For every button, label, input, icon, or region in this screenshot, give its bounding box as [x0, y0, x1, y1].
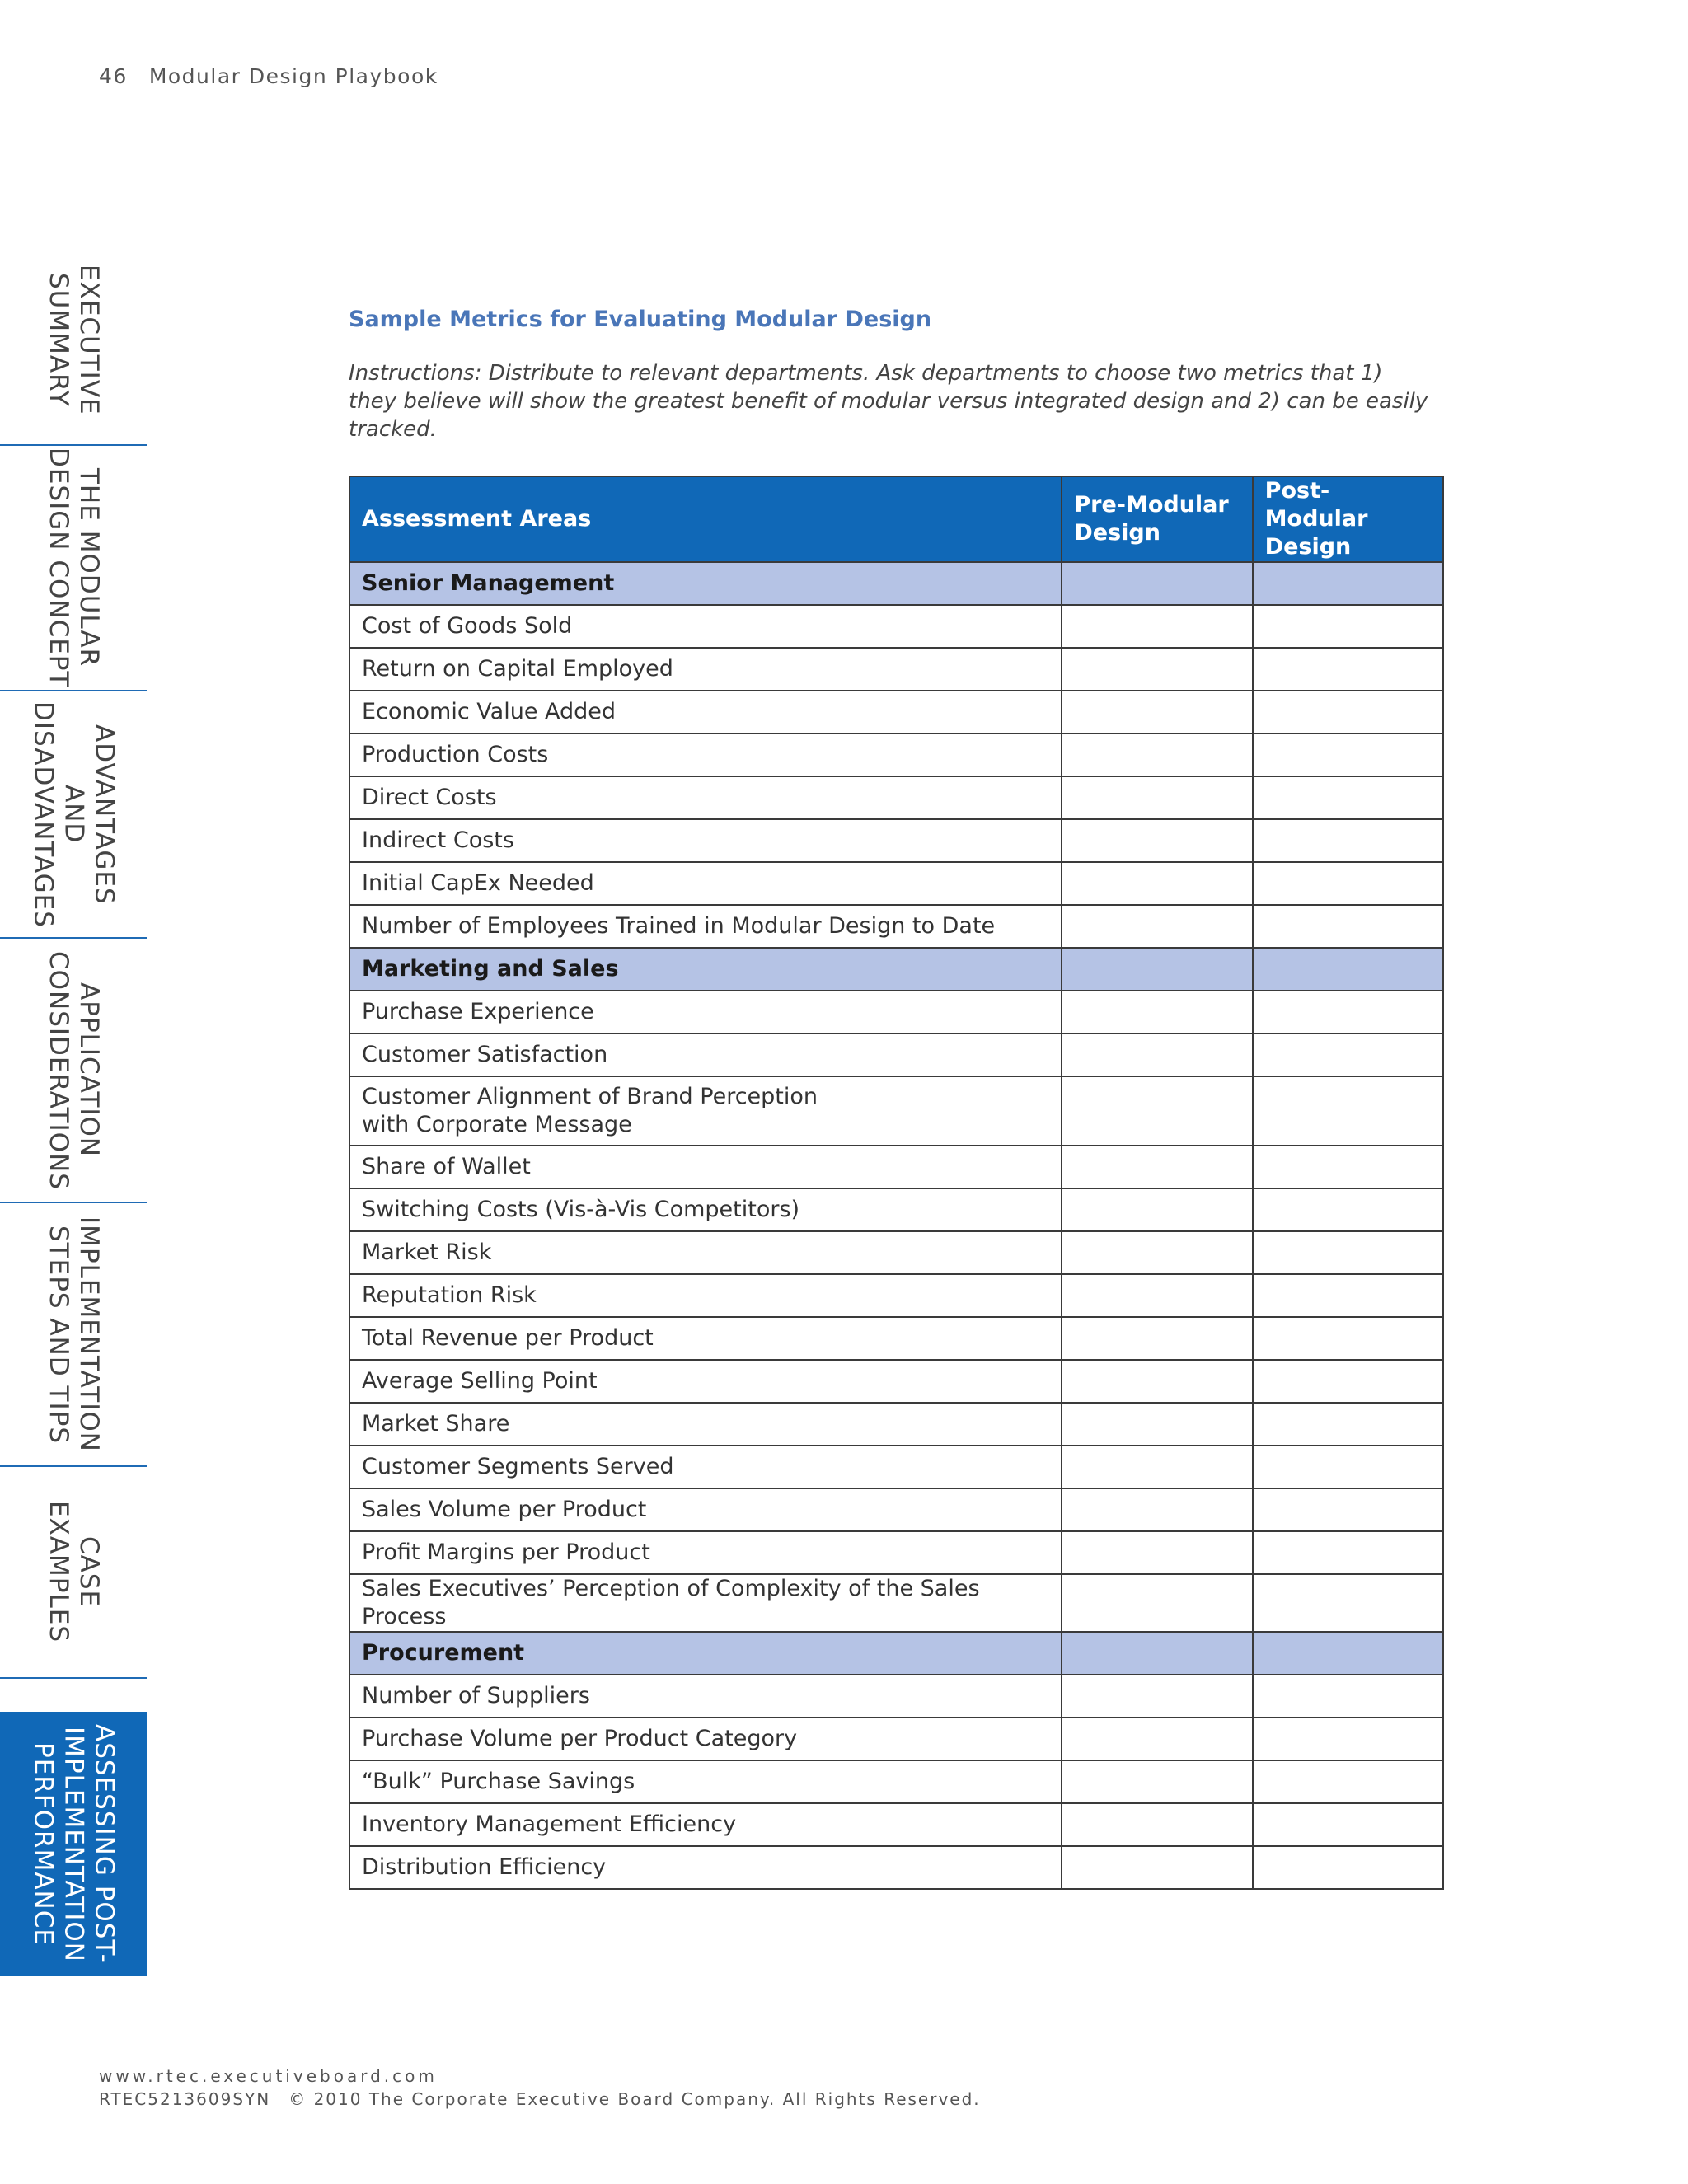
- metric-label: Share of Wallet: [349, 1146, 1062, 1188]
- table-row: [349, 1188, 1443, 1231]
- table-row: [349, 991, 1443, 1033]
- post-modular-cell: [1253, 1446, 1443, 1488]
- section-title: Sample Metrics for Evaluating Modular Design: [349, 307, 932, 332]
- metrics-table: [349, 476, 1444, 1890]
- metric-label: Economic Value Added: [349, 691, 1062, 733]
- post-modular-cell: [1253, 1403, 1443, 1446]
- pre-modular-cell: [1062, 691, 1252, 733]
- metric-label: “Bulk” Purchase Savings: [349, 1760, 1062, 1803]
- metric-label: Market Risk: [349, 1231, 1062, 1274]
- post-modular-cell: [1253, 1076, 1443, 1146]
- metric-label: Customer Segments Served: [349, 1446, 1062, 1488]
- pre-modular-cell: [1062, 1231, 1252, 1274]
- metric-label: Profit Margins per Product: [349, 1531, 1062, 1574]
- post-modular-cell: [1253, 991, 1443, 1033]
- pre-modular-cell: [1062, 1760, 1252, 1803]
- tab-label: ASSESSING POST- IMPLEMENTATION PERFORMANCE: [28, 1724, 120, 1964]
- table-row: [349, 733, 1443, 776]
- publication-title: Modular Design Playbook: [148, 64, 438, 88]
- post-modular-cell: [1253, 1803, 1443, 1846]
- post-modular-cell: [1253, 1632, 1443, 1675]
- pre-modular-cell: [1062, 1632, 1252, 1675]
- table-row: [349, 1488, 1443, 1531]
- tab-application-considerations[interactable]: [0, 939, 147, 1203]
- table-row: [349, 1446, 1443, 1488]
- metric-label: Inventory Management Efficiency: [349, 1803, 1062, 1846]
- metric-label: Indirect Costs: [349, 819, 1062, 862]
- metric-label: Market Share: [349, 1403, 1062, 1446]
- post-modular-cell: [1253, 948, 1443, 991]
- section-label: Senior Management: [349, 562, 1062, 605]
- metric-label: Average Selling Point: [349, 1360, 1062, 1403]
- section-row: [349, 1632, 1443, 1675]
- pre-modular-cell: [1062, 1488, 1252, 1531]
- pre-modular-cell: [1062, 605, 1252, 648]
- pre-modular-cell: [1062, 1531, 1252, 1574]
- post-modular-cell: [1253, 605, 1443, 648]
- metric-label: Distribution Efficiency: [349, 1846, 1062, 1889]
- tab-modular-design-concept[interactable]: [0, 446, 147, 691]
- tab-assessing-performance[interactable]: [0, 1712, 147, 1976]
- post-modular-cell: [1253, 1531, 1443, 1574]
- post-modular-cell: [1253, 776, 1443, 819]
- table-row: [349, 1146, 1443, 1188]
- table-row: [349, 1403, 1443, 1446]
- pre-modular-cell: [1062, 1076, 1252, 1146]
- pre-modular-cell: [1062, 1446, 1252, 1488]
- table-row: [349, 648, 1443, 691]
- pre-modular-cell: [1062, 948, 1252, 991]
- table-row: [349, 1274, 1443, 1317]
- table-row: [349, 691, 1443, 733]
- metric-label: Customer Satisfaction: [349, 1033, 1062, 1076]
- post-modular-cell: [1253, 1033, 1443, 1076]
- post-modular-cell: [1253, 1574, 1443, 1632]
- post-modular-cell: [1253, 1760, 1443, 1803]
- metric-label: Direct Costs: [349, 776, 1062, 819]
- table-row: [349, 1076, 1443, 1146]
- pre-modular-cell: [1062, 1718, 1252, 1760]
- metric-label: Return on Capital Employed: [349, 648, 1062, 691]
- post-modular-cell: [1253, 691, 1443, 733]
- header-assessment-areas: Assessment Areas: [349, 476, 1062, 562]
- metric-label: Reputation Risk: [349, 1274, 1062, 1317]
- post-modular-cell: [1253, 648, 1443, 691]
- table-row: [349, 1317, 1443, 1360]
- pre-modular-cell: [1062, 1360, 1252, 1403]
- metric-label: Number of Employees Trained in Modular Design to Date: [349, 905, 1062, 948]
- table-row: [349, 1531, 1443, 1574]
- post-modular-cell: [1253, 1718, 1443, 1760]
- pre-modular-cell: [1062, 1317, 1252, 1360]
- pre-modular-cell: [1062, 1274, 1252, 1317]
- metric-label: Purchase Experience: [349, 991, 1062, 1033]
- pre-modular-cell: [1062, 905, 1252, 948]
- table-row: [349, 605, 1443, 648]
- metric-label: Total Revenue per Product: [349, 1317, 1062, 1360]
- tab-executive-summary[interactable]: [0, 235, 147, 446]
- post-modular-cell: [1253, 862, 1443, 905]
- footer-copyright: © 2010 The Corporate Executive Board Company. All Rights Reserved.: [288, 2089, 981, 2109]
- pre-modular-cell: [1062, 1403, 1252, 1446]
- tab-advantages-disadvantages[interactable]: [0, 691, 147, 939]
- pre-modular-cell: [1062, 819, 1252, 862]
- post-modular-cell: [1253, 1274, 1443, 1317]
- tab-label: IMPLEMENTATION STEPS AND TIPS: [44, 1216, 104, 1452]
- pre-modular-cell: [1062, 1675, 1252, 1718]
- metrics-table-body: [349, 562, 1443, 1889]
- tab-case-examples[interactable]: [0, 1467, 147, 1679]
- pre-modular-cell: [1062, 648, 1252, 691]
- section-label: Procurement: [349, 1632, 1062, 1675]
- tab-label: EXECUTIVE SUMMARY: [44, 264, 104, 415]
- post-modular-cell: [1253, 733, 1443, 776]
- table-row: [349, 1033, 1443, 1076]
- pre-modular-cell: [1062, 733, 1252, 776]
- metric-label: Customer Alignment of Brand Perception with Corporate Message: [349, 1076, 1062, 1146]
- pre-modular-cell: [1062, 1803, 1252, 1846]
- metric-label: Initial CapEx Needed: [349, 862, 1062, 905]
- page-footer: [99, 2064, 981, 2111]
- metric-label: Production Costs: [349, 733, 1062, 776]
- pre-modular-cell: [1062, 1574, 1252, 1632]
- table-row: [349, 1846, 1443, 1889]
- post-modular-cell: [1253, 1675, 1443, 1718]
- metric-label: Switching Costs (Vis-à-Vis Competitors): [349, 1188, 1062, 1231]
- section-row: [349, 948, 1443, 991]
- table-row: [349, 1360, 1443, 1403]
- pre-modular-cell: [1062, 1146, 1252, 1188]
- page-header: [99, 64, 438, 88]
- post-modular-cell: [1253, 1231, 1443, 1274]
- metric-label: Sales Volume per Product: [349, 1488, 1062, 1531]
- tab-label: ADVANTAGES AND DISADVANTAGES: [28, 701, 120, 928]
- metric-label: Sales Executives’ Perception of Complexity of the Sales Process: [349, 1574, 1062, 1632]
- page-number: 46: [99, 64, 128, 88]
- pre-modular-cell: [1062, 1846, 1252, 1889]
- footer-url: www.rtec.executiveboard.com: [99, 2066, 438, 2086]
- metric-label: Purchase Volume per Product Category: [349, 1718, 1062, 1760]
- footer-code: RTEC5213609SYN: [99, 2089, 271, 2109]
- post-modular-cell: [1253, 1317, 1443, 1360]
- table-row: [349, 862, 1443, 905]
- table-row: [349, 1231, 1443, 1274]
- header-pre-modular: Pre-Modular Design: [1062, 476, 1252, 562]
- post-modular-cell: [1253, 1188, 1443, 1231]
- table-row: [349, 1803, 1443, 1846]
- post-modular-cell: [1253, 819, 1443, 862]
- post-modular-cell: [1253, 1360, 1443, 1403]
- section-row: [349, 562, 1443, 605]
- pre-modular-cell: [1062, 562, 1252, 605]
- table-header-row: [349, 476, 1443, 562]
- table-row: [349, 819, 1443, 862]
- post-modular-cell: [1253, 905, 1443, 948]
- post-modular-cell: [1253, 1846, 1443, 1889]
- post-modular-cell: [1253, 562, 1443, 605]
- table-row: [349, 1760, 1443, 1803]
- pre-modular-cell: [1062, 776, 1252, 819]
- table-row: [349, 905, 1443, 948]
- pre-modular-cell: [1062, 1033, 1252, 1076]
- tab-label: CASE EXAMPLES: [44, 1501, 104, 1643]
- table-row: [349, 776, 1443, 819]
- header-post-modular: Post-Modular Design: [1253, 476, 1443, 562]
- table-row: [349, 1574, 1443, 1632]
- metric-label: Cost of Goods Sold: [349, 605, 1062, 648]
- pre-modular-cell: [1062, 862, 1252, 905]
- table-row: [349, 1718, 1443, 1760]
- tab-label: APPLICATION CONSIDERATIONS: [44, 950, 104, 1190]
- metric-label: Number of Suppliers: [349, 1675, 1062, 1718]
- post-modular-cell: [1253, 1488, 1443, 1531]
- instructions-text: Instructions: Distribute to relevant departments. Ask departments to choose two metrics that 1) they believe will show the greatest benefit of modular versus integrated design and 2) can be easily tracked.: [349, 361, 1428, 442]
- pre-modular-cell: [1062, 991, 1252, 1033]
- post-modular-cell: [1253, 1146, 1443, 1188]
- table-row: [349, 1675, 1443, 1718]
- section-label: Marketing and Sales: [349, 948, 1062, 991]
- tab-implementation-steps[interactable]: [0, 1203, 147, 1467]
- tab-label: THE MODULAR DESIGN CONCEPT: [44, 448, 104, 688]
- pre-modular-cell: [1062, 1188, 1252, 1231]
